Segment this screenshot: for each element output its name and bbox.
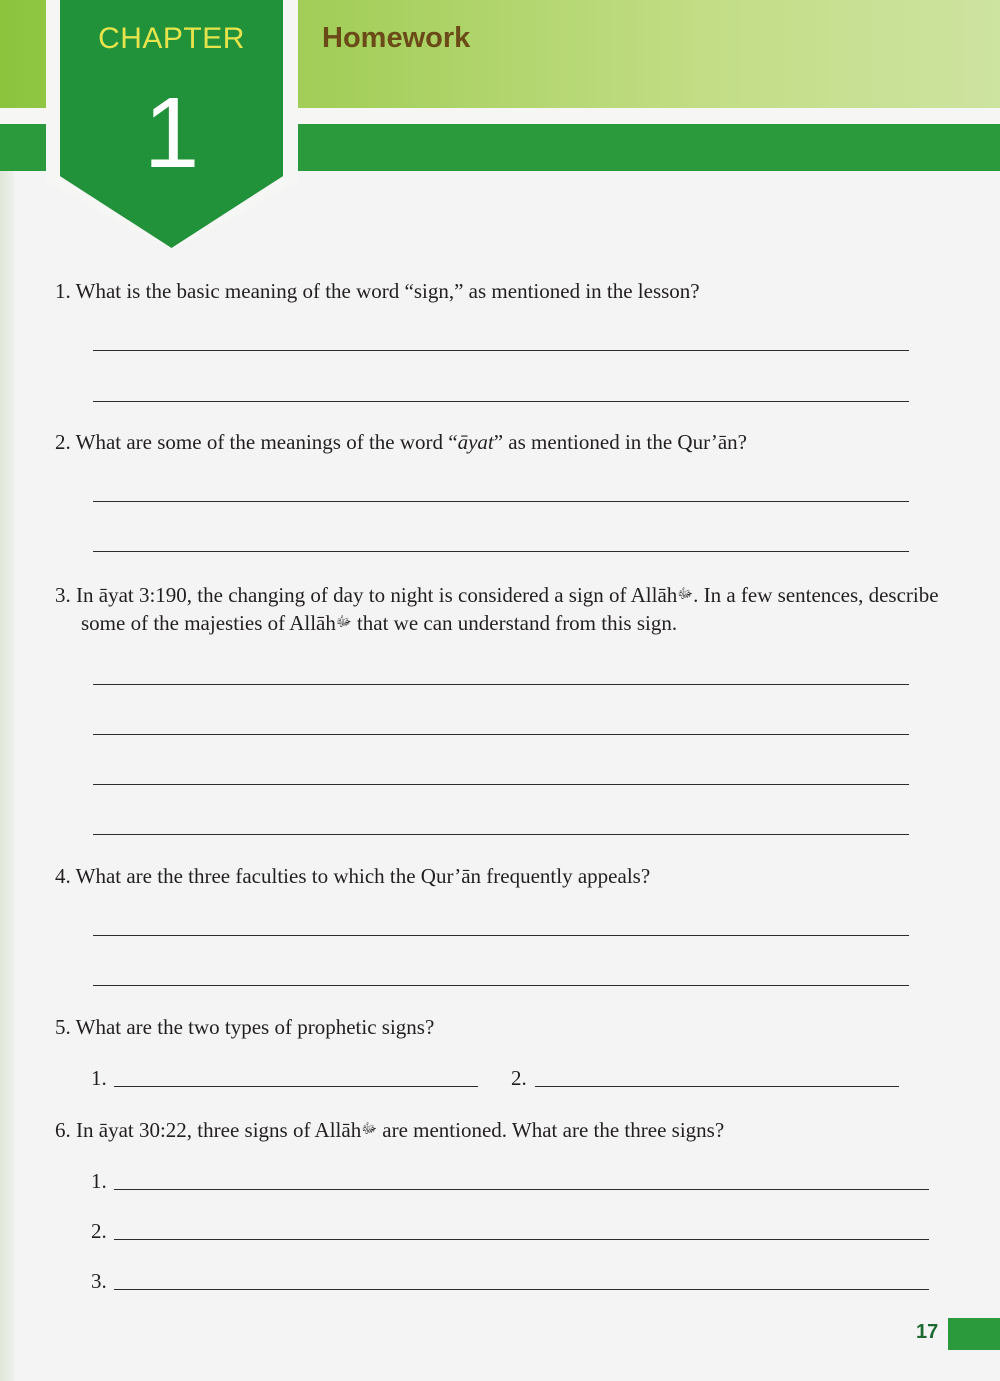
chapter-number: 1 <box>143 77 200 189</box>
answer-line[interactable] <box>93 501 909 502</box>
answer-line[interactable] <box>114 1239 929 1240</box>
honorific-glyph: ﷻ <box>677 587 694 602</box>
answer-line[interactable] <box>114 1189 929 1190</box>
answer-line[interactable] <box>93 551 909 552</box>
section-title: Homework <box>322 22 471 54</box>
answer-label: 2. <box>91 1219 107 1243</box>
answer-label: 1. <box>91 1169 107 1193</box>
answer-line[interactable] <box>93 935 909 936</box>
answer-line[interactable] <box>93 734 909 735</box>
question-5: 5. What are the two types of prophetic signs? <box>55 1015 435 1039</box>
answer-line[interactable] <box>93 350 909 351</box>
page-tab <box>948 1318 1000 1350</box>
question-6: 6. In āyat 30:22, three signs of Allāhﷻ are mentioned. What are the three signs? <box>55 1118 725 1142</box>
page-gutter <box>0 171 14 1381</box>
answer-line[interactable] <box>93 784 909 785</box>
answer-line[interactable] <box>114 1086 478 1087</box>
chapter-label: CHAPTER <box>98 22 245 55</box>
answer-line[interactable] <box>93 985 909 986</box>
answer-line[interactable] <box>93 401 909 402</box>
answer-line[interactable] <box>535 1086 899 1087</box>
question-1: 1. What is the basic meaning of the word “sign,” as mentioned in the lesson? <box>55 279 700 303</box>
answer-label: 1. <box>91 1066 107 1090</box>
answer-line[interactable] <box>93 684 909 685</box>
honorific-glyph: ﷻ <box>335 615 352 630</box>
answer-line[interactable] <box>114 1289 929 1290</box>
answer-line[interactable] <box>93 834 909 835</box>
question-3: 3. In āyat 3:190, the changing of day to night is considered a sign of Allāhﷻ. In a few sentences, describe some of the majesties of Allāhﷻ that we can understand from this sign. <box>55 583 939 635</box>
question-4: 4. What are the three faculties to which the Qur’ān frequently appeals? <box>55 864 651 888</box>
answer-label: 2. <box>511 1066 527 1090</box>
honorific-glyph: ﷻ <box>361 1122 378 1137</box>
answer-label: 3. <box>91 1269 107 1293</box>
page-number: 17 <box>916 1321 939 1343</box>
question-2: 2. What are some of the meanings of the word “āyat” as mentioned in the Qur’ān? <box>55 430 748 454</box>
